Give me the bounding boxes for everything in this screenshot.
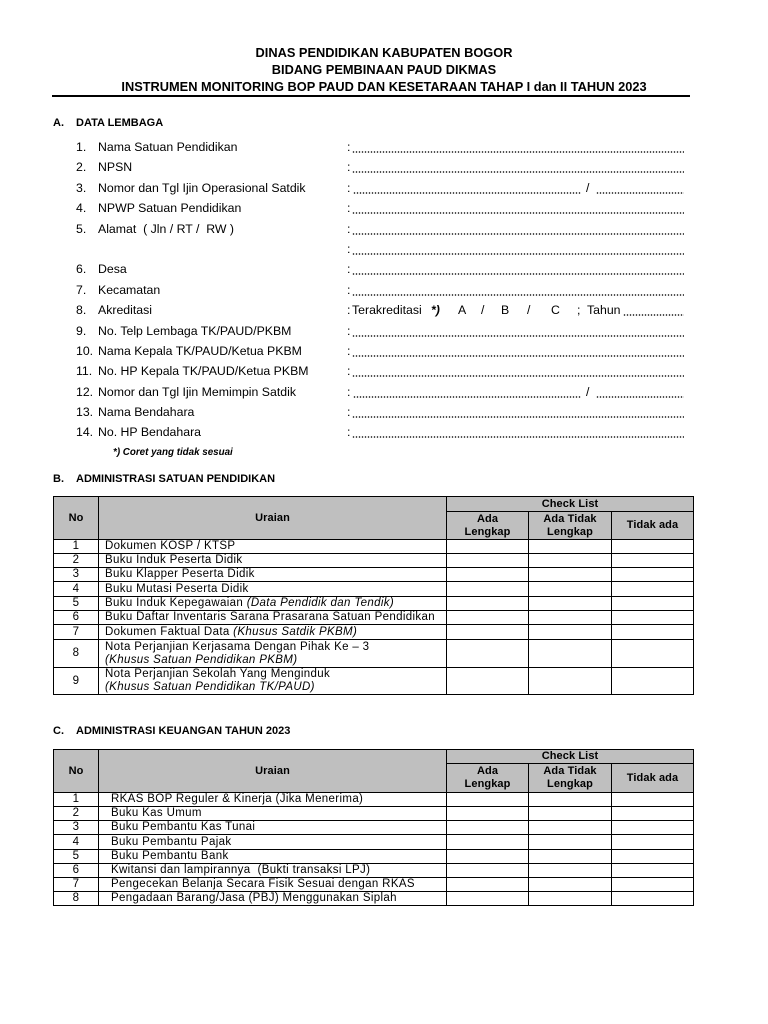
row-uraian [99,835,447,850]
check-ada-lengkap[interactable] [447,892,529,906]
row-uraian-text: Kwitansi dan lampirannya (Bukti transaksi LPJ) [111,864,371,876]
header-division: BIDANG PEMBINAAN PAUD DIKMAS [271,62,497,77]
npsn-fill-line[interactable] [352,171,684,173]
akreditasi-separator: / [481,303,485,318]
col-header-ada-tidak-lengkap [529,764,612,793]
ijin-operasional-date-fill-line[interactable] [596,192,684,194]
row-uraian [99,850,447,864]
field-label-nama-satuan: Nama Satuan Pendidikan [98,140,238,154]
check-ada-lengkap[interactable] [447,611,529,625]
desa-fill-line[interactable] [352,273,684,275]
alamat-second-fill-line[interactable] [352,253,684,255]
field-row-telp-lembaga [0,321,768,341]
check-ada-tidak-lengkap[interactable] [529,668,612,695]
strike-out-footnote: *) Coret yang tidak sesuai [113,447,233,458]
col-header-ada-tidak-lengkap-line1: Ada Tidak [543,765,597,777]
field-colon: : [347,282,351,297]
table-row [54,821,694,835]
table-row [54,540,694,554]
field-row-kecamatan [0,280,768,300]
table-row [54,668,694,695]
data-lembaga-fields [0,137,768,443]
check-ada-lengkap[interactable] [447,625,529,640]
row-uraian-text: Buku Daftar Inventaris Sarana Prasarana Satuan Pendidikan [105,611,436,623]
col-header-check-list: Check List [447,750,694,764]
field-label-ijin-operasional: Nomor dan Tgl Ijin Operasional Satdik [98,180,306,195]
check-tidak-ada[interactable] [612,864,694,878]
check-tidak-ada[interactable] [612,554,694,568]
col-header-no: No [54,497,99,540]
ijin-operasional-number-fill-line[interactable] [353,192,581,194]
table-row [54,640,694,668]
field-colon: : [347,262,351,277]
check-ada-lengkap[interactable] [447,821,529,835]
check-ada-tidak-lengkap[interactable] [529,640,612,668]
field-number: 14. [76,425,94,440]
section-c-letter: C. [53,725,64,737]
row-number: 6 [54,611,99,625]
col-header-ada-tidak-lengkap-line1: Ada Tidak [543,512,597,525]
row-uraian-text: RKAS BOP Reguler & Kinerja (Jika Menerima) [111,793,364,805]
header-document-title: INSTRUMEN MONITORING BOP PAUD DAN KESETARAAN TAHAP I dan II TAHUN 2023 [121,79,647,94]
check-ada-lengkap[interactable] [447,864,529,878]
field-colon: : [347,343,351,358]
col-header-ada-lengkap-line1: Ada [476,765,499,777]
check-ada-tidak-lengkap[interactable] [529,540,612,554]
table-row [54,625,694,640]
row-uraian-text: Dokumen KOSP / KTSP [105,540,236,552]
section-b-heading [0,472,768,486]
row-uraian [99,540,447,554]
col-header-ada-tidak-lengkap-line2: Lengkap [547,778,593,790]
row-uraian [99,793,447,807]
akreditasi-option-a[interactable]: A [458,303,467,318]
field-label-ijin-memimpin: Nomor dan Tgl Ijin Memimpin Satdik [98,384,296,399]
col-header-ada-lengkap-line2: Lengkap [464,525,511,538]
field-number: 7. [76,282,87,297]
check-tidak-ada[interactable] [612,597,694,611]
field-number: 4. [76,201,87,216]
row-uraian-note: (Data Pendidik dan Tendik) [246,597,395,609]
field-label-hp-kepala: No. HP Kepala TK/PAUD/Ketua PKBM [98,364,309,379]
alamat-fill-line[interactable] [352,233,684,235]
check-tidak-ada[interactable] [612,821,694,835]
header-agency: DINAS PENDIDIKAN KABUPATEN BOGOR [255,45,513,60]
field-colon: : [347,323,351,338]
date-separator: / [586,384,590,399]
table-row [54,850,694,864]
row-number: 3 [54,821,99,835]
administrasi-satuan-table [53,496,694,695]
row-number: 1 [54,793,99,807]
table-row [54,864,694,878]
check-ada-lengkap[interactable] [447,640,529,668]
table-header-row [54,750,694,764]
row-uraian [99,568,447,582]
check-ada-tidak-lengkap[interactable] [529,850,612,864]
field-label-desa: Desa [98,262,127,277]
field-number: 1. [76,140,87,154]
field-label-npsn: NPSN [98,160,133,175]
col-header-ada-tidak-lengkap [529,512,612,540]
check-tidak-ada[interactable] [612,582,694,597]
table-row [54,892,694,906]
check-tidak-ada[interactable] [612,640,694,668]
akreditasi-semicolon: ; [577,303,581,318]
row-uraian [99,640,447,668]
field-label-kecamatan: Kecamatan [98,282,161,297]
npwp-fill-line[interactable] [352,212,684,214]
check-ada-lengkap[interactable] [447,850,529,864]
row-uraian-text: Dokumen Faktual Data [105,625,230,638]
field-label-npwp: NPWP Satuan Pendidikan [98,201,242,216]
row-number: 4 [54,835,99,850]
field-label-nama-kepala: Nama Kepala TK/PAUD/Ketua PKBM [98,343,302,358]
field-number: 12. [76,384,94,399]
check-ada-lengkap[interactable] [447,582,529,597]
field-colon: : [347,241,351,256]
row-number: 6 [54,864,99,878]
col-header-ada-tidak-lengkap-line2: Lengkap [547,525,593,538]
field-colon: : [347,405,351,420]
telp-lembaga-fill-line[interactable] [352,335,684,337]
check-tidak-ada[interactable] [612,611,694,625]
check-ada-lengkap[interactable] [447,597,529,611]
row-number: 8 [54,892,99,906]
check-tidak-ada[interactable] [612,668,694,695]
check-ada-lengkap[interactable] [447,793,529,807]
field-row-ijin-memimpin [0,382,768,402]
field-row-nama-kepala [0,341,768,361]
check-ada-lengkap[interactable] [447,568,529,582]
row-uraian-text: Buku Klapper Peserta Didik [105,568,255,580]
field-row-npwp [0,198,768,218]
check-tidak-ada[interactable] [612,793,694,807]
row-number: 2 [54,807,99,821]
check-ada-lengkap[interactable] [447,554,529,568]
nama-kepala-fill-line[interactable] [352,355,684,357]
row-number: 2 [54,554,99,568]
check-ada-tidak-lengkap[interactable] [529,582,612,597]
row-uraian-text: Buku Kas Umum [111,807,202,819]
col-header-uraian: Uraian [99,497,447,540]
row-uraian [99,892,447,906]
ijin-memimpin-date-fill-line[interactable] [596,396,684,398]
row-number: 4 [54,582,99,597]
check-ada-tidak-lengkap[interactable] [529,597,612,611]
field-label-alamat: Alamat ( Jln / RT / RW ) [98,221,234,236]
col-header-ada-lengkap-line2: Lengkap [464,778,511,790]
row-uraian [99,597,447,611]
field-number: 6. [76,262,87,277]
col-header-check-list: Check List [447,497,694,512]
date-separator: / [586,180,590,195]
row-uraian-text: Pengecekan Belanja Secara Fisik Sesuai dengan RKAS [111,878,415,890]
akreditasi-prefix: Terakreditasi [352,303,422,318]
field-row-akreditasi [0,300,768,320]
check-ada-tidak-lengkap[interactable] [529,835,612,850]
hp-bendahara-fill-line[interactable] [352,436,684,438]
row-uraian [99,611,447,625]
hp-kepala-fill-line[interactable] [352,375,684,377]
check-tidak-ada[interactable] [612,835,694,850]
col-header-uraian: Uraian [99,750,447,793]
row-uraian [99,807,447,821]
row-number: 5 [54,597,99,611]
field-colon: : [347,201,351,216]
akreditasi-option-c[interactable]: C [551,303,560,318]
field-row-npsn [0,157,768,177]
field-label-hp-bendahara: No. HP Bendahara [98,425,201,440]
field-number: 5. [76,221,87,236]
table-row [54,611,694,625]
table-row [54,582,694,597]
field-row-alamat-continued [0,239,768,259]
section-a-letter: A. [53,117,64,129]
field-label-akreditasi: Akreditasi [98,303,152,318]
akreditasi-year-fill-line[interactable] [623,314,684,316]
field-number: 13. [76,405,94,420]
field-label-nama-bendahara: Nama Bendahara [98,405,195,420]
field-row-hp-kepala [0,361,768,381]
check-tidak-ada[interactable] [612,878,694,892]
check-ada-lengkap[interactable] [447,668,529,695]
row-uraian-note: (Khusus Satuan Pendidikan TK/PAUD) [105,681,315,693]
table-row [54,878,694,892]
field-row-ijin-operasional [0,178,768,198]
table-header-row [54,497,694,512]
col-header-ada-lengkap [447,512,529,540]
field-number: 9. [76,323,87,338]
field-label-telp-lembaga: No. Telp Lembaga TK/PAUD/PKBM [98,323,292,338]
section-b-letter: B. [53,473,64,485]
row-uraian-text: Buku Induk Kepegawaian [105,597,244,609]
field-number: 11. [76,364,93,379]
col-header-no: No [54,750,99,793]
table-row [54,793,694,807]
field-row-alamat [0,219,768,239]
header-divider [52,95,690,97]
check-ada-tidak-lengkap[interactable] [529,625,612,640]
row-uraian-text: Nota Perjanjian Sekolah Yang Menginduk [105,668,331,680]
table-row [54,568,694,582]
row-uraian [99,864,447,878]
check-ada-lengkap[interactable] [447,540,529,554]
kecamatan-fill-line[interactable] [352,294,684,296]
check-ada-lengkap[interactable] [447,807,529,821]
row-uraian [99,554,447,568]
nama-bendahara-fill-line[interactable] [352,416,684,418]
row-number: 1 [54,540,99,554]
check-ada-tidak-lengkap[interactable] [529,878,612,892]
row-uraian-text: Buku Pembantu Kas Tunai [111,821,256,833]
row-number: 5 [54,850,99,864]
field-number: 8. [76,303,87,318]
row-number: 3 [54,568,99,582]
check-tidak-ada[interactable] [612,892,694,906]
field-colon: : [347,384,351,399]
check-ada-tidak-lengkap[interactable] [529,554,612,568]
field-colon: : [347,160,351,175]
field-row-nama-satuan [0,137,768,157]
section-c-title: ADMINISTRASI KEUANGAN TAHUN 2023 [76,725,291,737]
field-colon: : [347,221,351,236]
col-header-ada-lengkap-line1: Ada [476,512,499,525]
field-colon: : [347,364,351,379]
administrasi-keuangan-table [53,749,694,906]
row-uraian-text: Pengadaan Barang/Jasa (PBJ) Menggunakan Siplah [111,892,397,904]
field-number: 2. [76,160,87,175]
field-row-hp-bendahara [0,422,768,442]
field-colon: : [347,425,351,440]
check-ada-tidak-lengkap[interactable] [529,568,612,582]
check-tidak-ada[interactable] [612,625,694,640]
row-uraian [99,878,447,892]
row-number: 8 [54,640,99,668]
check-tidak-ada[interactable] [612,568,694,582]
akreditasi-year-label: Tahun [587,303,621,318]
table-row [54,835,694,850]
check-ada-tidak-lengkap[interactable] [529,864,612,878]
akreditasi-footnote-mark: *) [431,303,440,318]
field-row-desa [0,259,768,279]
check-ada-tidak-lengkap[interactable] [529,793,612,807]
row-uraian [99,821,447,835]
section-a-heading [0,116,768,130]
section-a-title: DATA LEMBAGA [76,117,164,129]
check-ada-tidak-lengkap[interactable] [529,821,612,835]
row-uraian-text: Buku Pembantu Pajak [111,835,232,848]
field-number: 3. [76,180,87,195]
table-row [54,807,694,821]
check-ada-lengkap[interactable] [447,878,529,892]
check-ada-tidak-lengkap[interactable] [529,892,612,906]
row-uraian [99,625,447,640]
row-number: 9 [54,668,99,695]
table-row [54,554,694,568]
row-uraian [99,668,447,695]
row-uraian [99,582,447,597]
check-ada-tidak-lengkap[interactable] [529,611,612,625]
check-tidak-ada[interactable] [612,540,694,554]
check-ada-tidak-lengkap[interactable] [529,807,612,821]
row-uraian-text: Nota Perjanjian Kerjasama Dengan Pihak Ke – 3 [105,640,370,653]
ijin-memimpin-number-fill-line[interactable] [353,396,581,398]
col-header-ada-lengkap [447,764,529,793]
field-colon: : [347,140,351,154]
field-row-nama-bendahara [0,402,768,422]
check-tidak-ada[interactable] [612,807,694,821]
field-number: 10. [76,343,94,358]
row-uraian-note: (Khusus Satuan Pendidikan PKBM) [105,653,298,666]
row-uraian-note: (Khusus Satdik PKBM) [233,625,358,638]
section-c-heading [0,724,768,738]
row-uraian-text: Buku Induk Peserta Didik [105,554,243,566]
akreditasi-option-b[interactable]: B [501,303,510,318]
nama-satuan-fill-line[interactable] [352,151,684,153]
col-header-tidak-ada: Tidak ada [612,512,694,540]
akreditasi-separator: / [527,303,531,318]
table-row [54,597,694,611]
check-ada-lengkap[interactable] [447,835,529,850]
row-number: 7 [54,878,99,892]
row-number: 7 [54,625,99,640]
row-uraian-text: Buku Mutasi Peserta Didik [105,582,249,595]
row-uraian-text: Buku Pembantu Bank [111,850,229,862]
field-colon: : [347,303,351,318]
check-tidak-ada[interactable] [612,850,694,864]
col-header-tidak-ada: Tidak ada [612,764,694,793]
section-b-title: ADMINISTRASI SATUAN PENDIDIKAN [76,473,276,485]
field-colon: : [347,180,351,195]
